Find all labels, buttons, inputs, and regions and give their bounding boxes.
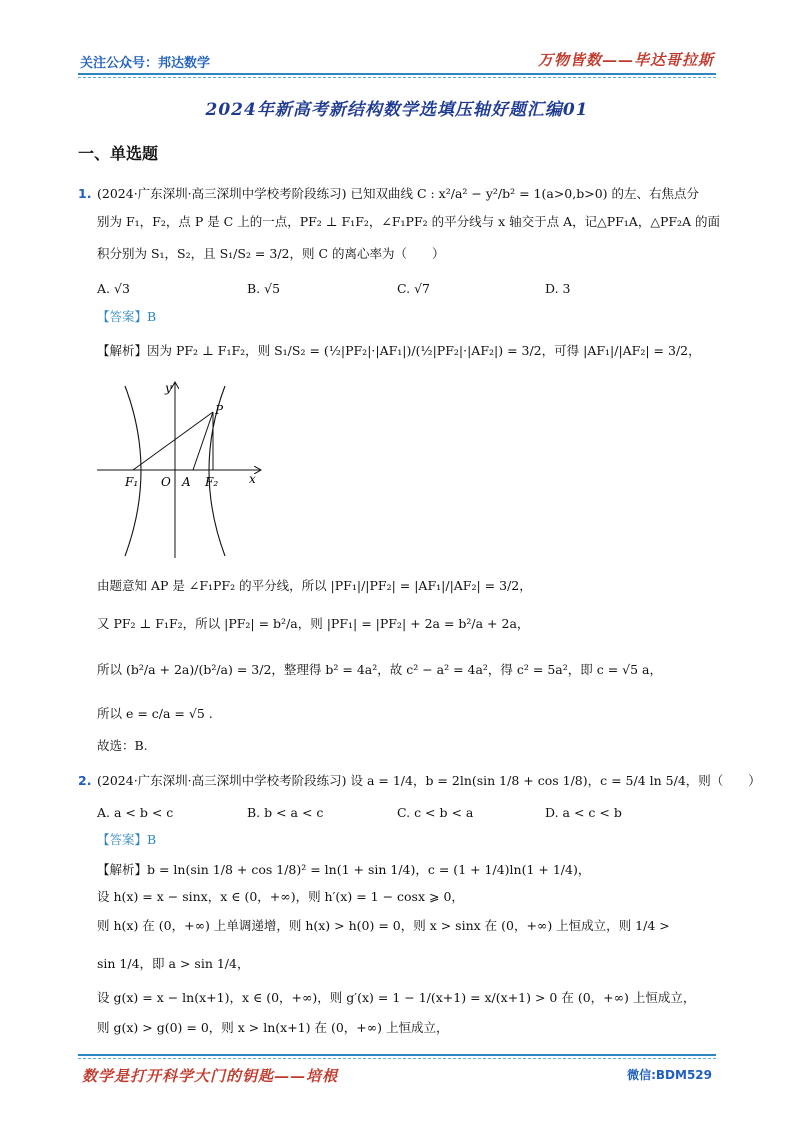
label-y: y [165,381,172,395]
question-1-text-line-2: 别为 F₁，F₂，点 P 是 C 上的一点，PF₂ ⊥ F₁F₂，∠F₁PF₂ 的平分线与 x 轴交于点 A，记△PF₁A，△PF₂A 的面 [97,214,721,229]
question-1-solution-line-1: 由题意知 AP 是 ∠F₁PF₂ 的平分线，所以 |PF₁|/|PF₂| = |AF₁|/|AF₂| = 3/2， [97,578,532,593]
question-1-solution-line-5: 故选：B. [97,738,148,753]
question-1-option-b: B. √5 [247,281,281,296]
question-2-option-a: A. a < b < c [97,805,174,820]
label-p: P [215,403,224,417]
question-2-solution-line-3: 则 h(x) 在 (0，+∞) 上单调递增，则 h(x) > h(0) = 0，则 x > sinx 在 (0，+∞) 上恒成立，则 1/4 > [97,918,670,933]
segment-pf1 [133,412,213,470]
header-rule-dashed [78,77,716,78]
question-1-text-line-1: (2024·广东深圳·高三深圳中学校考阶段练习) 已知双曲线 C : x²/a² − y²/b² = 1(a>0,b>0) 的左、右焦点分 [97,186,700,201]
page-title: 2024年新高考新结构数学选填压轴好题汇编01 [205,100,589,120]
question-1-answer: 【答案】B [97,309,157,324]
question-1-solution-line-2: 又 PF₂ ⊥ F₁F₂，所以 |PF₂| = b²/a，则 |PF₁| = |PF₂| + 2a = b²/a + 2a， [97,616,530,631]
question-2-option-c: C. c < b < a [397,805,474,820]
label-o: O [161,475,171,489]
question-2-solution-line-6: 则 g(x) > g(0) = 0，则 x > ln(x+1) 在 (0，+∞) 上恒成立， [97,1020,449,1035]
footer-rule [78,1054,716,1056]
question-1-option-d: D. 3 [545,281,571,296]
label-x: x [249,472,256,486]
header-right-motto: 万物皆数——毕达哥拉斯 [537,51,714,69]
label-f2: F₂ [205,475,219,489]
question-1-text-line-3: 积分别为 S₁，S₂，且 S₁/S₂ = 3/2，则 C 的离心率为（ ） [97,246,445,261]
question-2-number: 2. [78,773,92,788]
label-a: A [182,475,191,489]
question-1-option-a: A. √3 [97,281,130,296]
question-2-solution-line-5: 设 g(x) = x − ln(x+1)，x ∈ (0，+∞)，则 g′(x) = 1 − 1/(x+1) = x/(x+1) > 0 在 (0，+∞) 上恒成立， [97,990,696,1005]
question-2-text-line-1: (2024·广东深圳·高三深圳中学校考阶段练习) 设 a = 1/4，b = 2ln(sin 1/8 + cos 1/8)，c = 5/4 ln 5/4，则（ ） [97,773,761,788]
label-f1: F₁ [125,475,139,489]
question-2-answer: 【答案】B [97,832,157,847]
question-2-solution-line-1: 【解析】b = ln(sin 1/8 + cos 1/8)² = ln(1 + sin 1/4)，c = (1 + 1/4)ln(1 + 1/4)， [97,862,591,877]
hyperbola-left-branch [125,386,141,556]
question-1-analysis-line: 【解析】因为 PF₂ ⊥ F₁F₂，则 S₁/S₂ = (½|PF₂|·|AF₁|)/(½|PF₂|·|AF₂|) = 3/2，可得 |AF₁|/|AF₂| = 3/2， [97,343,701,358]
header-rule [78,73,716,75]
footer-quote: 数学是打开科学大门的钥匙——培根 [82,1067,339,1085]
header-left-text: 关注公众号：邦达数学 [80,56,211,71]
footer-wechat: 微信:BDM529 [627,1068,712,1082]
question-2-solution-line-4: sin 1/4，即 a > sin 1/4， [97,956,250,971]
question-2-option-b: B. b < a < c [247,805,324,820]
segment-pa [193,412,213,470]
question-1-solution-line-3: 所以 (b²/a + 2a)/(b²/a) = 3/2，整理得 b² = 4a²，故 c² − a² = 4a²，得 c² = 5a²，即 c = √5 a， [97,662,662,677]
hyperbola-figure [95,378,270,563]
question-1-option-c: C. √7 [397,281,430,296]
question-1-number: 1. [78,186,92,201]
question-2-option-d: D. a < c < b [545,805,622,820]
question-2-solution-line-2: 设 h(x) = x − sinx，x ∈ (0，+∞)，则 h′(x) = 1 − cosx ⩾ 0， [97,889,464,904]
question-1-solution-line-4: 所以 e = c/a = √5 . [97,706,213,721]
section-title: 一、单选题 [78,144,159,163]
footer-rule-dashed [78,1058,716,1059]
